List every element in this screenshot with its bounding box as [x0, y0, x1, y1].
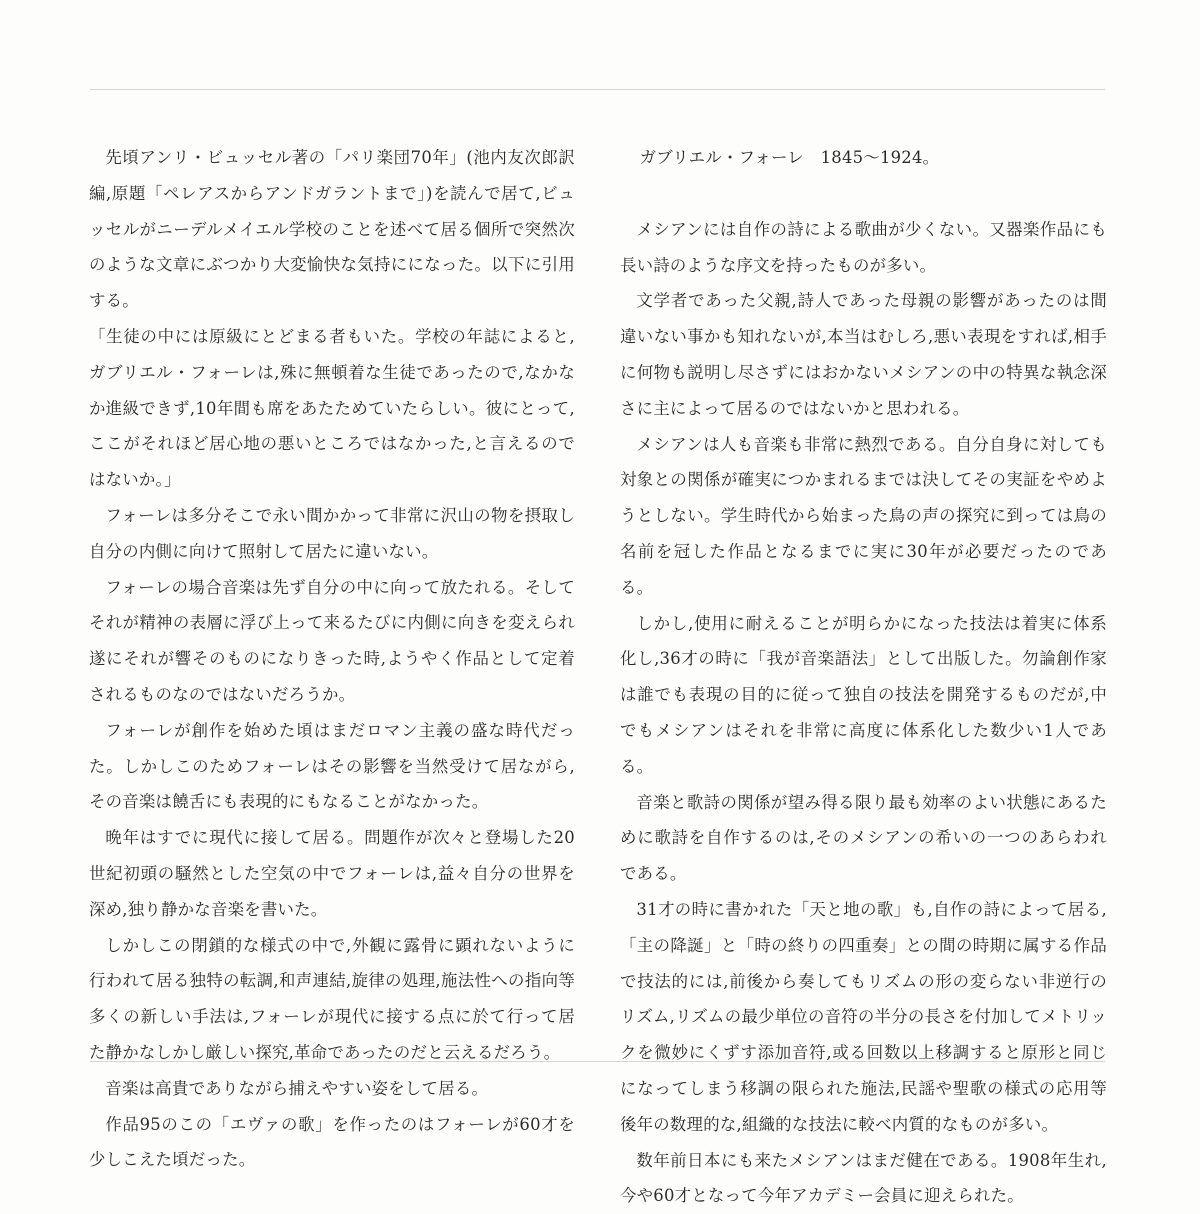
paragraph: メシアンは人も音楽も非常に熱烈である。自分自身に対しても対象との関係が確実につかまれるまでは決してその実証をやめようとしない。学生時代から始まった鳥の声の探究に到っては鳥の名前を冠した作品となるまでに実に30年が必要だったのである。 [620, 434, 1107, 597]
paragraph: メシアンには自作の詩による歌曲が少くない。又器楽作品にも長い詩のような序文を持ったものが多い。 [620, 219, 1107, 275]
paragraph: フォーレの場合音楽は先ず自分の中に向って放たれる。そしてそれが精神の表層に浮び上って来るたびに内側に向きを変えられ遂にそれが響そのものになりきった時,ようやく作品として定着されるものなのではないだろうか。 [89, 577, 575, 704]
bottom-divider [90, 1061, 1105, 1062]
paragraph: 文学者であった父親,詩人であった母親の影響があったのは間違いない事かも知れないが,本当はむしろ,悪い表現をすれば,相手に何物も説明し尽さずにはおかないメシアンの中の特異な執念深さに主によって居るのではないかと思われる。 [620, 291, 1107, 418]
paragraph: 音楽と歌詩の関係が望み得る限り最も効率のよい状態にあるために歌詩を自作するのは,そのメシアンの希いの一つのあらわれである。 [620, 792, 1107, 884]
paragraph: フォーレは多分そこで永い間かかって非常に沢山の物を摂取し自分の内側に向けて照射して居たに違いない。 [89, 505, 575, 561]
top-divider [90, 89, 1105, 90]
paragraph: フォーレが創作を始めた頃はまだロマン主義の盛な時代だった。しかしこのためフォーレはその影響を当然受けて居ながら,その音楽は饒舌にも表現的にもなることがなかった。 [89, 720, 575, 812]
paragraph: しかし,使用に耐えることが明らかになった技法は着実に体系化し,36才の時に「我が音楽語法」として出版した。勿論創作家は誰でも表現の目的に従って独自の技法を開発するものだが,中でもメシアンはそれを非常に高度に体系化した数少い1人である。 [620, 613, 1107, 776]
quote-paragraph: 「生徒の中には原級にとどまる者もいた。学校の年誌によると,ガブリエル・フォーレは,殊に無頓着な生徒であったので,なかなか進級できず,10年間も席をあたためていたらしい。彼にとって,ここがそれほど居心地の悪いところではなかった,と言えるのではないか。」 [89, 326, 575, 490]
paragraph: 音楽は高貴でありながら捕えやすい姿をして居る。 [105, 1078, 489, 1098]
section-heading: ガブリエル・フォーレ 1845～1924。 [639, 148, 940, 167]
left-column [89, 140, 575, 1178]
paragraph: 先頃アンリ・ビュッセル著の「パリ楽団70年」(池内友次郎訳編,原題「ペレアスからアンドガラントまで」)を読んで居て,ビュッセルがニーデルメイエル学校のことを述べて居る個所で突然次のような文章にぶつかり大変愉快な気持にになった。以下に引用する。 [89, 148, 575, 311]
spacer [620, 176, 1107, 212]
paragraph: 31才の時に書かれた「天と地の歌」も,自作の詩によって居る,「主の降誕」と「時の終りの四重奏」との間の時期に属する作品で技法的には,前後から奏してもリズムの形の変らない非逆行のリズム,リズムの最少単位の音符の半分の長さを付加してメトリックを微妙にくずす添加音符,或る回数以上移調すると原形と同じになってしまう移調の限られた施法,民謡や聖歌の様式の応用等後年の数理的な,組織的な技法に較べ内質的なものが多い。 [620, 899, 1107, 1134]
paragraph: 晩年はすでに現代に接して居る。問題作が次々と登場した20世紀初頭の騒然とした空気の中でフォーレは,益々自分の世界を深め,独り静かな音楽を書いた。 [89, 828, 575, 919]
right-column [620, 140, 1107, 1214]
paragraph: 作品95のこの「エヴァの歌」を作ったのはフォーレが60才を少しこえた頃だった。 [89, 1114, 575, 1170]
paragraph: 数年前日本にも来たメシアンはまだ健在である。1908年生れ,今や60才となって今年アカデミー会員に迎えられた。 [620, 1150, 1107, 1206]
paragraph: しかしこの閉鎖的な様式の中で,外観に露骨に顕れないように行われて居る独特の転調,和声連結,旋律の処理,施法性への指向等多くの新しい手法は,フォーレが現代に接する点に於て行って居た静かなしかし厳しい探究,革命であったのだと云えるだろう。 [89, 935, 575, 1062]
